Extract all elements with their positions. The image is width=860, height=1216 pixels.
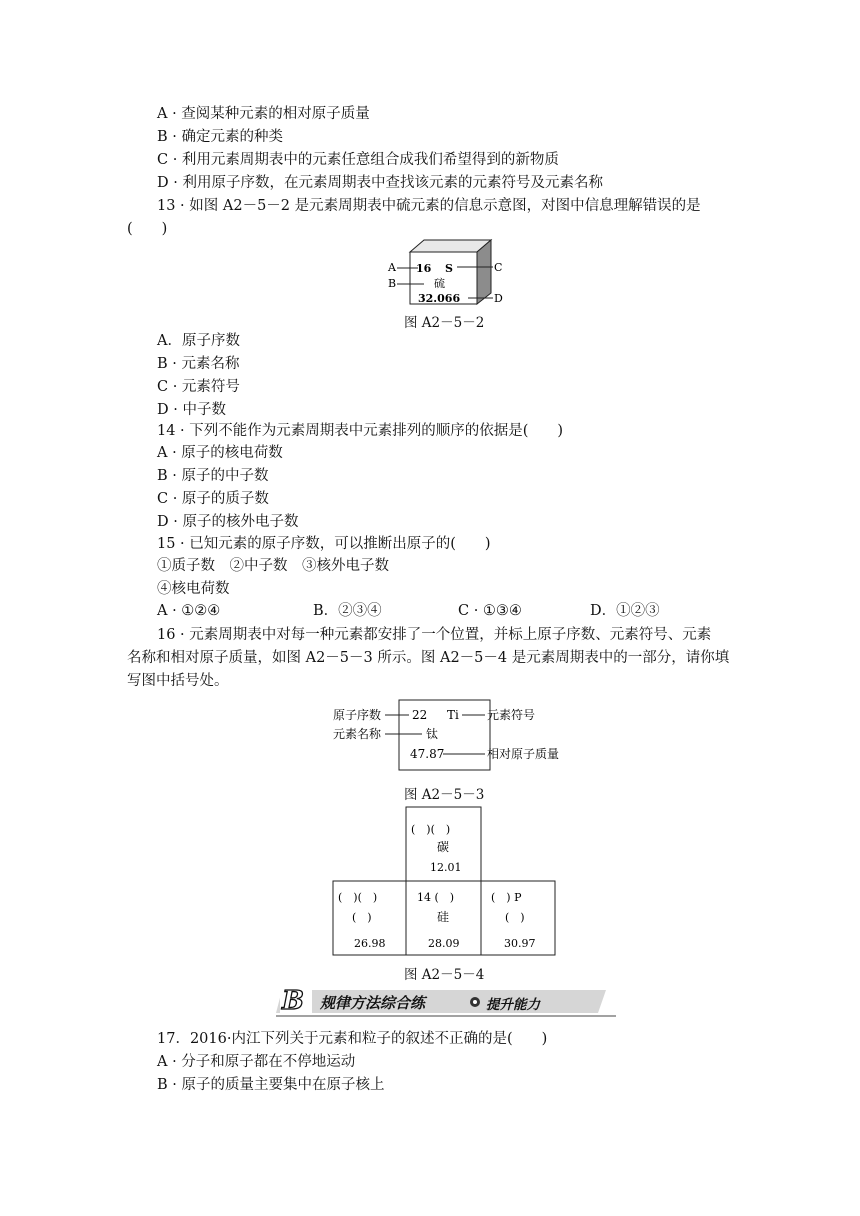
titanium-atomic-number: 22 [412,708,428,722]
q14-option-b: B · 原子的中子数 [157,468,269,484]
sulfur-element-figure [380,238,510,310]
q14-option-a: A · 原子的核电荷数 [157,445,283,461]
q17-option-a: A · 分子和原子都在不停地运动 [157,1054,356,1070]
sulfur-atomic-number: 16 [416,262,432,275]
q17-stem: 17．2016·内江下列关于元素和粒子的叙述不正确的是( ) [157,1031,548,1047]
q14-option-d: D · 原子的核外电子数 [157,514,299,530]
q16-line1: 16 · 元素周期表中对每一种元素都安排了一个位置，并标上原子序数、元素符号、元素 [157,627,712,643]
label-atomic-number: 原子序数 [333,708,382,722]
section-title: 规律方法综合练 [320,994,426,1012]
q14-stem: 14 · 下列不能作为元素周期表中元素排列的顺序的依据是( ) [157,423,564,439]
q15-stem: 15 · 已知元素的原子序数，可以推断出原子的( ) [157,536,491,552]
q13-option-c: C · 元素符号 [157,379,240,395]
titanium-atomic-mass: 47.87 [410,747,445,761]
q13-option-d: D · 中子数 [157,402,226,418]
sulfur-atomic-mass: 32.066 [418,292,461,305]
sulfur-name: 硫 [434,277,445,290]
sulfur-label-a: A [388,261,396,274]
titanium-element-figure [330,698,570,774]
silicon-name: 硅 [437,910,450,924]
silicon-atomic-mass: 28.09 [428,937,460,950]
aluminum-top-blanks: ( )( ) [338,891,378,904]
q13-answer-bracket: ( ) [127,221,168,237]
q15-option-c: C · ①③④ [458,603,522,619]
q15-items-line1: ①质子数 ②中子数 ③核外电子数 [157,558,389,574]
q16-line2: 名称和相对原子质量，如图 A2－5－3 所示。图 A2－5－4 是元素周期表中的一部分，请你填 [127,650,730,666]
label-atomic-mass: 相对原子质量 [487,747,560,761]
q15-items-line2: ④核电荷数 [157,581,230,597]
periodic-table-fragment [330,805,562,957]
q12-option-d: D · 利用原子序数，在元素周期表中查找该元素的元素符号及元素名称 [157,175,603,191]
sulfur-symbol: S [445,262,453,275]
figure-caption-a2-5-2: 图 A2－5－2 [404,315,485,331]
silicon-top: 14 ( ) [417,891,455,904]
label-element-symbol: 元素符号 [487,708,536,722]
titanium-symbol: Ti [447,708,459,722]
q15-option-d: D．①②③ [590,603,660,619]
aluminum-atomic-mass: 26.98 [354,937,386,950]
q15-option-b: B．②③④ [313,603,382,619]
carbon-name: 碳 [437,840,450,854]
q12-option-a: A · 查阅某种元素的相对原子质量 [157,106,370,122]
q14-option-c: C · 原子的质子数 [157,491,269,507]
sulfur-label-d: D [494,292,503,305]
carbon-atomic-mass: 12.01 [430,861,462,874]
label-element-name: 元素名称 [333,727,382,741]
q15-option-a: A · ①②④ [157,603,221,619]
q16-line3: 写图中括号处。 [127,673,229,689]
phosphorus-name-blank: ( ) [505,911,525,924]
titanium-name: 钛 [426,727,439,741]
q12-option-c: C · 利用元素周期表中的元素任意组合成我们希望得到的新物质 [157,152,559,168]
q12-option-b: B · 确定元素的种类 [157,129,283,145]
sulfur-label-c: C [494,261,503,274]
section-letter-icon: B [282,986,304,1016]
q17-option-b: B · 原子的质量主要集中在原子核上 [157,1077,385,1093]
carbon-top-blanks: ( )( ) [411,823,451,836]
q13-option-a: A．原子序数 [157,333,240,349]
figure-caption-a2-5-4: 图 A2－5－4 [404,967,485,983]
aluminum-name-blank: ( ) [352,911,372,924]
figure-caption-a2-5-3: 图 A2－5－3 [404,787,485,803]
phosphorus-atomic-mass: 30.97 [504,937,536,950]
section-subtitle: 提升能力 [486,997,540,1013]
phosphorus-top: ( ) P [491,891,522,904]
section-banner [276,986,616,1018]
q13-option-b: B · 元素名称 [157,356,240,372]
q13-stem: 13 · 如图 A2－5－2 是元素周期表中硫元素的信息示意图，对图中信息理解错误的是 [157,198,701,214]
sulfur-label-b: B [388,277,397,290]
